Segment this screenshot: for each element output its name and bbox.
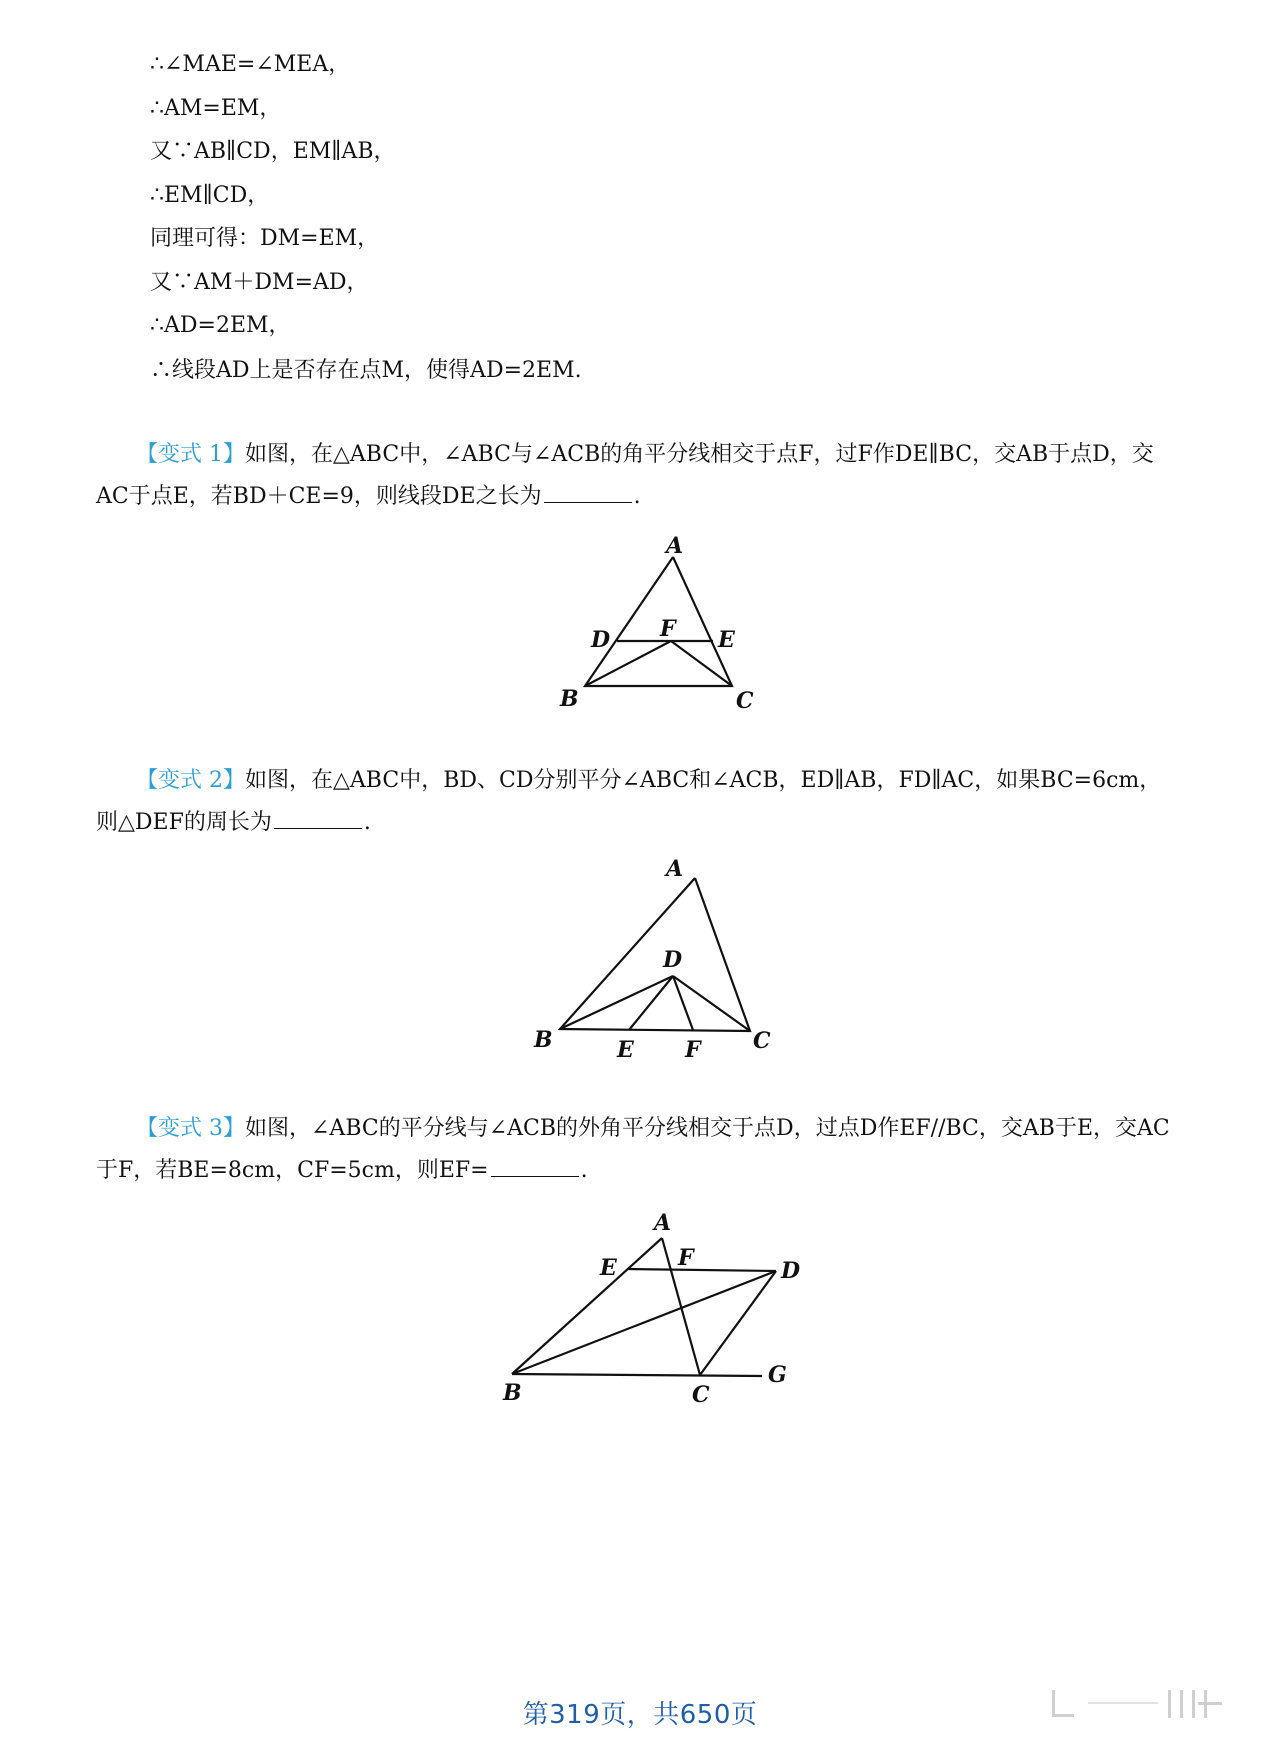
segment-ed — [628, 1269, 776, 1271]
label-a: A — [654, 1210, 672, 1236]
solution-line: 又∵AM＋DM=AD， — [150, 270, 369, 295]
label-d: D — [591, 627, 611, 653]
solution-line: ∴∠MAE=∠MEA， — [150, 52, 351, 77]
solution-line: ∴EM∥CD， — [150, 183, 270, 208]
segment-ba — [512, 1238, 662, 1374]
period: . — [580, 1158, 588, 1183]
label-e: E — [600, 1255, 617, 1281]
variant-2-tag: 【变式 2】 — [136, 768, 245, 793]
label-d: D — [781, 1258, 801, 1284]
solution-line: ∴AM=EM， — [150, 96, 282, 121]
variant-2-text: 如图，在△ABC中，BD、CD分别平分∠ABC和∠ACB，ED∥AB，FD∥AC，如果BC=6cm，则△DEF的周长为 — [96, 768, 1162, 835]
label-e: E — [718, 627, 735, 653]
solution-line: ∴线段AD上是否存在点M，使得AD=2EM. — [150, 358, 582, 383]
label-a: A — [666, 856, 684, 882]
scan-artifact — [1048, 1686, 1248, 1722]
solution-line: 同理可得：DM=EM， — [150, 226, 380, 251]
solution-line: ∴AD=2EM， — [150, 313, 291, 338]
label-g: G — [768, 1362, 787, 1388]
period: . — [633, 484, 641, 509]
label-f: F — [678, 1245, 694, 1271]
period: . — [363, 810, 371, 835]
label-b: B — [560, 686, 579, 712]
label-d: D — [663, 947, 683, 973]
page-number-footer: 第319页，共650页 — [522, 1700, 758, 1730]
label-f: F — [660, 616, 676, 642]
variant-3-text: 如图，∠ABC的平分线与∠ACB的外角平分线相交于点D，过点D作EF//BC，交AB于E，交AC于F，若BE=8cm，CF=5cm，则EF= — [96, 1116, 1170, 1183]
label-c: C — [753, 1028, 771, 1054]
segment-bd — [512, 1271, 776, 1374]
label-f: F — [685, 1037, 701, 1063]
label-b: B — [534, 1027, 553, 1053]
variant-1-text: 如图，在△ABC中，∠ABC与∠ACB的角平分线相交于点F，过F作DE∥BC，交AB于点D，交AC于点E，若BD＋CE=9，则线段DE之长为 — [96, 442, 1154, 509]
label-a: A — [666, 533, 684, 559]
label-b: B — [503, 1380, 522, 1406]
variant-1-tag: 【变式 1】 — [136, 442, 245, 467]
label-c: C — [736, 688, 754, 714]
label-e: E — [617, 1037, 634, 1063]
label-c: C — [692, 1382, 710, 1408]
segment-bg — [512, 1374, 762, 1376]
variant-3-tag: 【变式 3】 — [136, 1116, 245, 1141]
solution-line: 又∵AB∥CD，EM∥AB， — [150, 139, 396, 164]
